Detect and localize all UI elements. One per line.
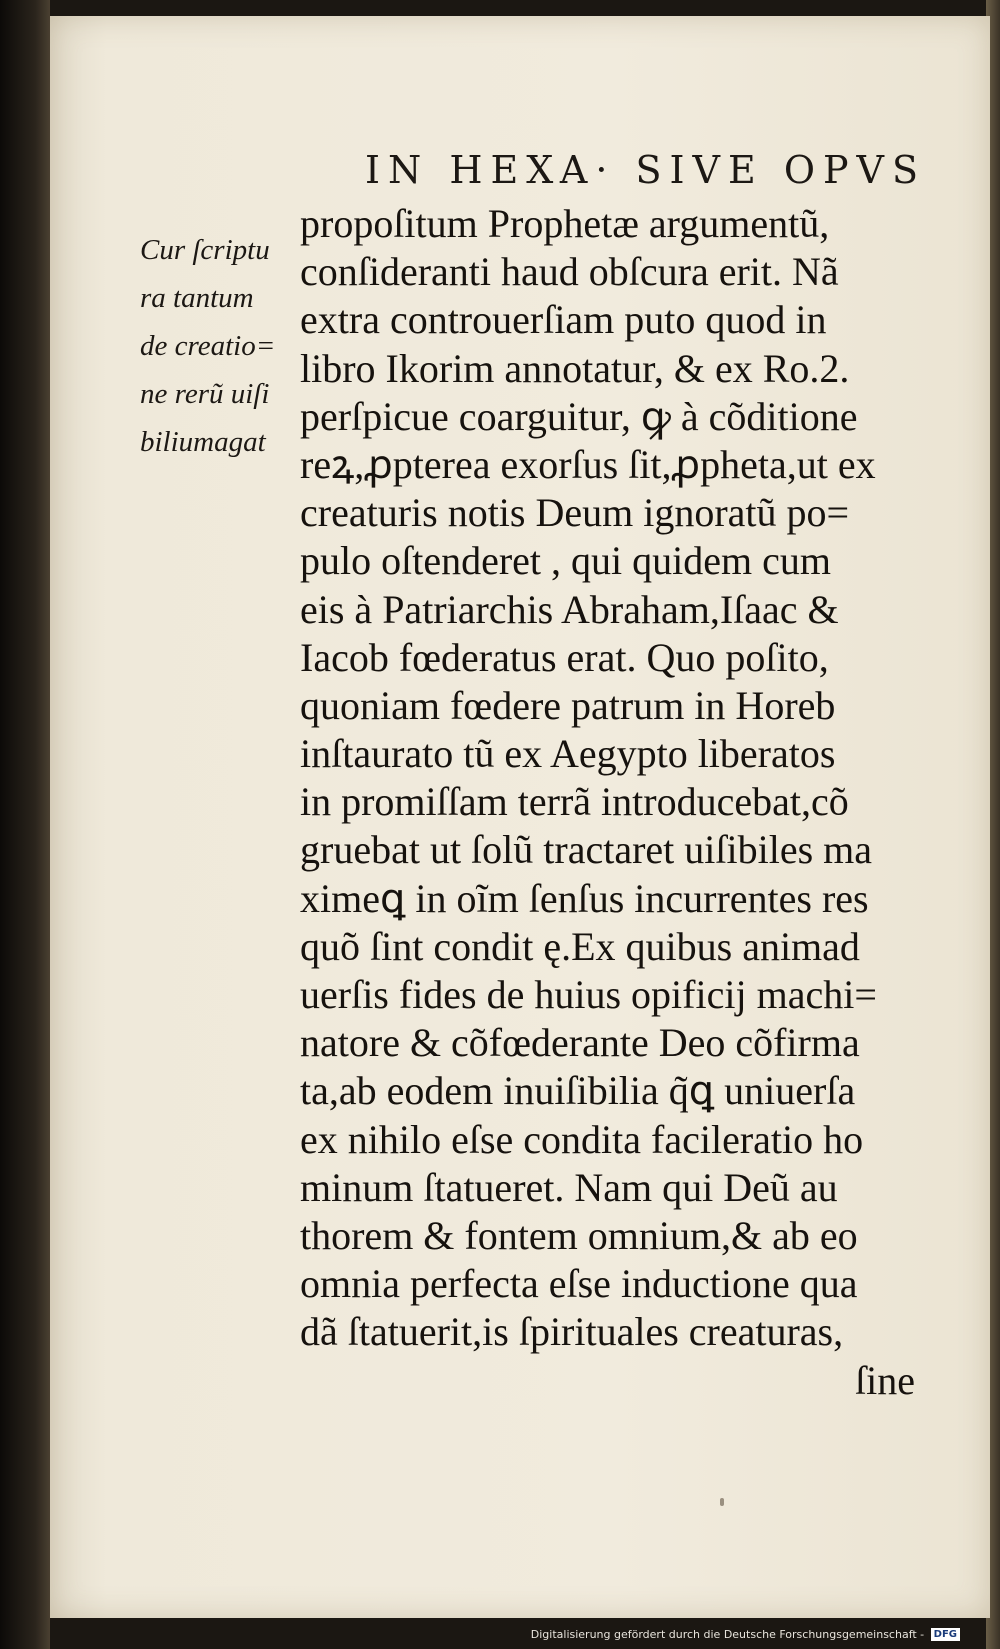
text-line: inſtaurato tũ ex Aegypto liberatos (300, 731, 836, 777)
text-line: dã ſtatuerit,is ſpirituales creaturas, (300, 1309, 844, 1355)
running-title: IN HEXA· SIVE OPVS (365, 148, 927, 192)
dfg-logo-icon: DFG (931, 1628, 960, 1641)
text-line: quoniam fœdere patrum in Horeb (300, 682, 836, 728)
margin-note-line: ne rerũ uiſi (140, 378, 270, 410)
margin-note-line: Cur ſcriptu (140, 234, 270, 266)
text-line: ximeꝗ in oĩm ſenſus incurrentes res (300, 875, 869, 921)
text-line: conſideranti haud obſcura erit. Nã (300, 249, 839, 295)
margin-note-line: biliumagat (140, 426, 266, 458)
text-line: ta,ab eodem inuiſibilia q̃ꝗ uniuerſa (300, 1068, 856, 1114)
digitization-credit (531, 1628, 960, 1642)
text-line: minum ſtatueret. Nam qui Deũ au (300, 1164, 838, 1210)
text-line: perſpicue coarguitur, ꝙ à cõditione (300, 393, 858, 439)
book-gutter-left (0, 0, 50, 1649)
text-line: extra controuerſiam puto quod in (300, 297, 827, 343)
text-line: propoſitum Prophetæ argumentũ, (300, 201, 830, 246)
margin-note (140, 226, 300, 466)
margin-note-line: ra tantum (140, 282, 254, 314)
text-line: natore & cõfœderante Deo cõfirma (300, 1020, 860, 1066)
text-line: gruebat ut ſolũ tractaret uiſibiles ma (300, 827, 873, 873)
credit-text: Digitalisierung gefördert durch die Deutsche Forschungsgemeinschaft - (530, 1627, 925, 1641)
text-line: pulo oſtenderet , qui quidem cum (300, 538, 831, 584)
text-line: eis à Patriarchis Abraham,Iſaac & (300, 586, 839, 632)
text-line: creaturis notis Deum ignoratũ po= (300, 490, 850, 536)
text-line: Iacob fœderatus erat. Quo poſito, (300, 634, 829, 680)
body-text (300, 200, 960, 1405)
text-line: libro Ikorim annotatur, & ex Ro.2. (300, 345, 850, 391)
text-line: omnia perfecta eſse inductione qua (300, 1261, 858, 1307)
text-line: thorem & fontem omnium,& ab eo (300, 1212, 858, 1258)
text-line: quõ ſint condit ę.Ex quibus animad (300, 923, 860, 969)
text-line: reꝝ,ꝓpterea exorſus ſit,ꝓpheta,ut ex (300, 441, 876, 487)
margin-note-line: de creatio= (140, 330, 276, 362)
text-line: in promiſſam terrã introducebat,cõ (300, 779, 849, 825)
text-line: uerſis fides de huius opificij machi= (300, 972, 877, 1017)
text-line: ex nihilo eſse condita facileratio ho (300, 1116, 864, 1162)
paper-speck (720, 1498, 724, 1506)
catchword: ſine (855, 1357, 915, 1403)
